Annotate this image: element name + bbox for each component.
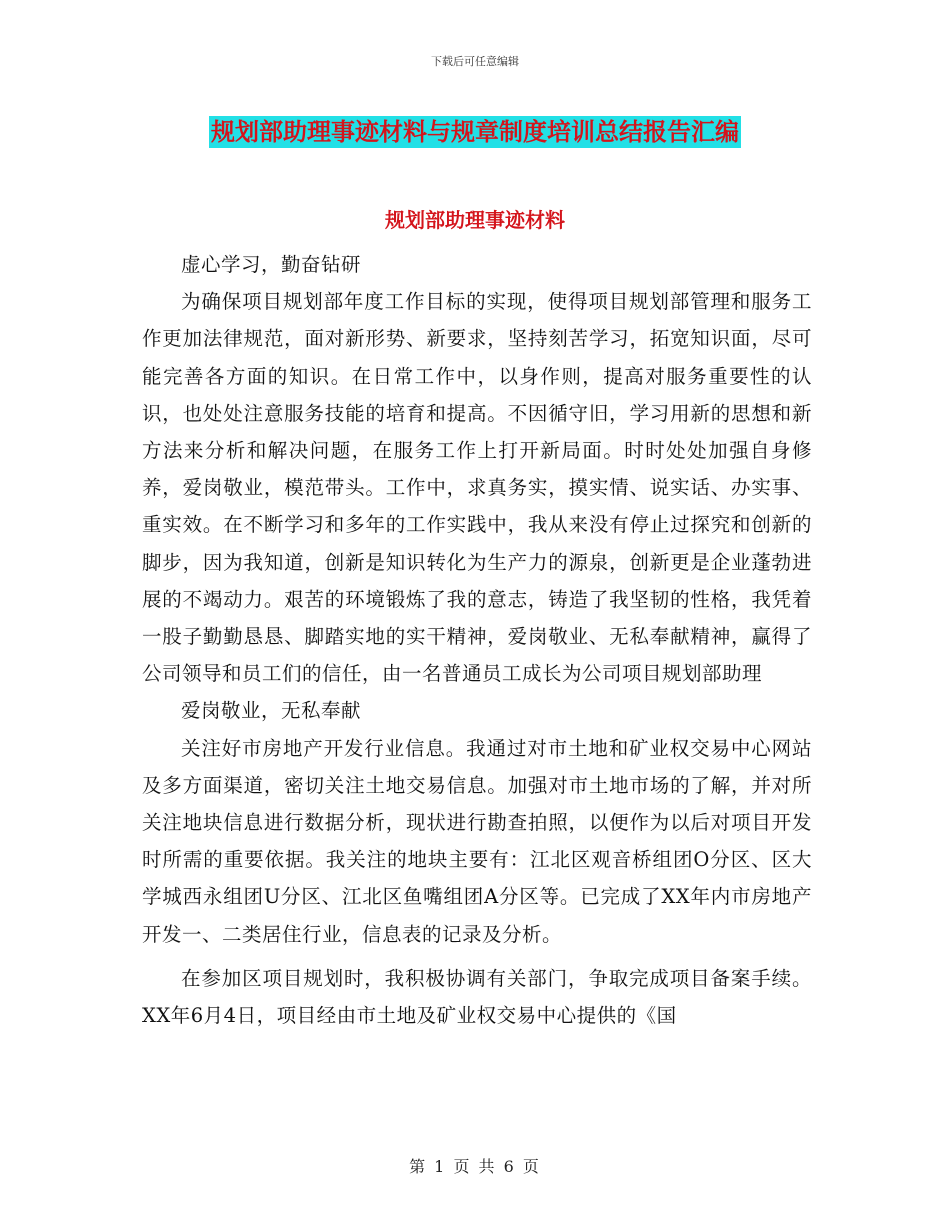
page-footer: 第 1 页 共 6 页 xyxy=(409,1157,541,1176)
section-heading-study: 虚心学习，勤奋钻研 xyxy=(181,253,362,276)
section-title: 规划部助理事迹材料 xyxy=(385,208,565,232)
header-note: 下载后可任意编辑 xyxy=(431,55,519,68)
section-heading-dedication: 爱岗敬业，无私奉献 xyxy=(181,699,362,723)
document-main-title xyxy=(0,112,950,147)
main-title-text: 规划部助理事迹材料与规章制度培训总结报告汇编 xyxy=(211,118,739,146)
paragraph: 关注好市房地产开发行业信息。我通过对市土地和矿业权交易中心网站及多方面渠道，密切关注土地交易信息。加强对市土地市场的了解，并对所关注地块信息进行数据分析，现状进行勘查拍照，以便作为以后对项目开发时所需的重要依据。我关注的地块主要有：江北区观音桥组团O分区、区大学城西永组团U分区、江北区鱼嘴组团A分区等。已完成了XX年内市房地产开发一、二类居住行业，信息表的记录及分析。 xyxy=(142,736,812,946)
paragraph: 在参加区项目规划时，我积极协调有关部门，争取完成项目备案手续。XX年6月4日，项目经由市土地及矿业权交易中心提供的《国 xyxy=(142,966,812,1028)
paragraph: 为确保项目规划部年度工作目标的实现，使得项目规划部管理和服务工作更加法律规范，面对新形势、新要求，坚持刻苦学习，拓宽知识面，尽可能完善各方面的知识。在日常工作中，以身作则，提高对服务重要性的认识，也处处注意服务技能的培育和提高。不因循守旧，学习用新的思想和新方法来分析和解决问题，在服务工作上打开新局面。时时处处加强自身修养，爱岗敬业，模范带头。工作中，求真务实，摸实情、说实话、办实事、重实效。在不断学习和多年的工作实践中，我从来没有停止过探究和创新的脚步，因为我知道，创新是知识转化为生产力的源泉，创新更是企业蓬勃进展的不竭动力。艰苦的环境锻炼了我的意志，铸造了我坚韧的性格，我凭着一股子勤勤恳恳、脚踏实地的实干精神，爱岗敬业、无私奉献精神，赢得了公司领导和员工们的信任，由一名普通员工成长为公司项目规划部助理 xyxy=(142,290,812,686)
document-body xyxy=(142,246,812,1034)
